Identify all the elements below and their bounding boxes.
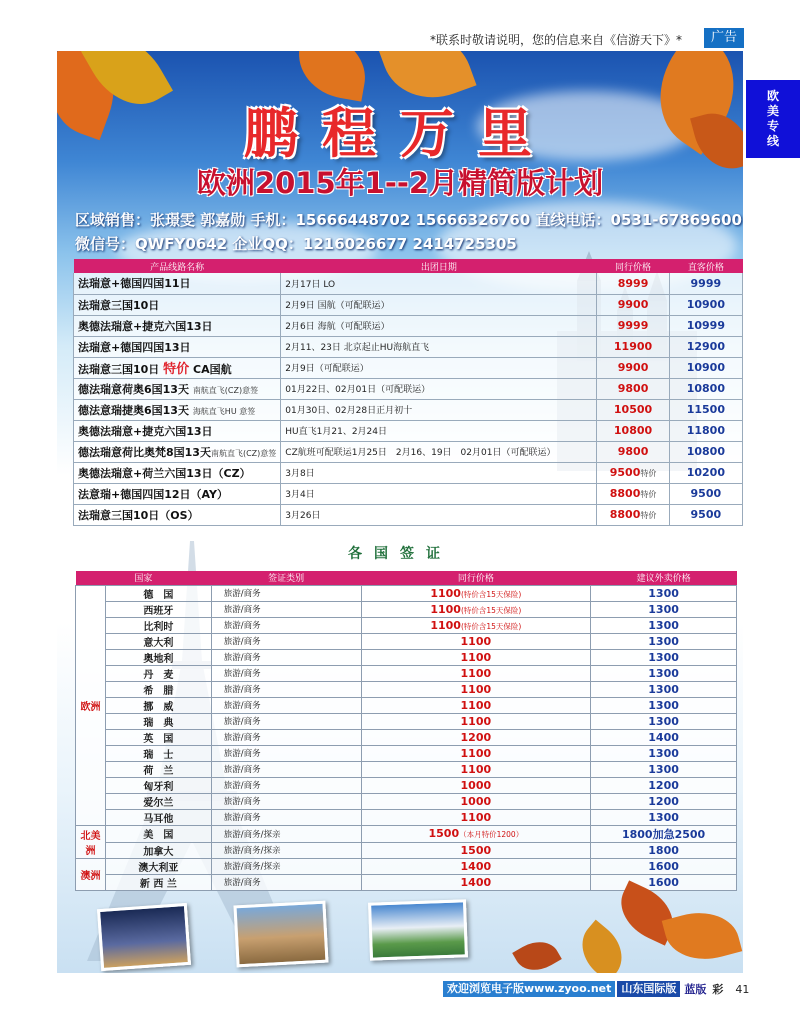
- peer-price-value: 1500: [428, 827, 460, 840]
- departure-date: HU直飞1月21、2月24日: [281, 420, 597, 441]
- visa-type: 旅游/商务: [211, 809, 361, 825]
- colosseum-photo: [233, 901, 328, 968]
- country-name: 希 腊: [105, 681, 211, 697]
- table-row[interactable]: [74, 441, 743, 462]
- visa-type: 旅游/商务/探亲: [211, 842, 361, 858]
- table-row[interactable]: [76, 665, 737, 681]
- side-tab-europe-america[interactable]: [746, 80, 800, 158]
- column-header: 签证类别: [211, 571, 361, 585]
- suggested-price: 1300: [591, 633, 737, 649]
- leaf-decoration: [662, 903, 743, 969]
- country-name: 爱尔兰: [105, 793, 211, 809]
- peer-price: 1100: [361, 697, 591, 713]
- table-row[interactable]: [74, 483, 743, 504]
- departure-date: 01月22日、02月01日（可配联运）: [281, 378, 597, 399]
- departure-date: 2月17日 LO: [281, 273, 597, 294]
- peer-price: 9900: [597, 294, 669, 315]
- suggested-price: 1300: [591, 809, 737, 825]
- column-header: 直客价格: [669, 259, 742, 273]
- column-header: 出团日期: [281, 259, 597, 273]
- table-header-row: [76, 571, 737, 585]
- departure-date: CZ航班可配联运1月25日 2月16、19日 02月01日（可配联运）: [281, 441, 597, 462]
- table-row[interactable]: [76, 858, 737, 874]
- direct-price: 11500: [669, 399, 742, 420]
- direct-price: 9500: [669, 504, 742, 525]
- country-name: 意大利: [105, 633, 211, 649]
- direct-price: 10900: [669, 294, 742, 315]
- suggested-price: 1300: [591, 585, 737, 601]
- suggested-price: 1200: [591, 777, 737, 793]
- visa-type: 旅游/商务: [211, 617, 361, 633]
- visa-price-table: [75, 571, 737, 891]
- table-row[interactable]: [74, 273, 743, 294]
- visa-type: 旅游/商务: [211, 601, 361, 617]
- table-row[interactable]: [74, 357, 743, 378]
- route-name: 奥德法瑞意+捷克六国13日: [74, 420, 281, 441]
- country-name: 丹 麦: [105, 665, 211, 681]
- table-row[interactable]: [76, 649, 737, 665]
- suggested-price: 1300: [591, 745, 737, 761]
- visa-type: 旅游/商务: [211, 761, 361, 777]
- column-header: 同行价格: [597, 259, 669, 273]
- route-name: [74, 399, 281, 420]
- peer-price-value: 9500: [609, 466, 641, 479]
- table-row[interactable]: [76, 585, 737, 601]
- peer-price: 9999: [597, 315, 669, 336]
- visa-type: 旅游/商务/探亲: [211, 825, 361, 842]
- peer-price-value: 1100: [430, 586, 461, 600]
- country-name: 瑞 士: [105, 745, 211, 761]
- direct-price: 11800: [669, 420, 742, 441]
- suggested-price: 1300: [591, 713, 737, 729]
- country-name: 美 国: [105, 825, 211, 842]
- departure-date: 3月8日: [281, 462, 597, 483]
- peer-price: 11900: [597, 336, 669, 357]
- direct-price: 9500: [669, 483, 742, 504]
- peer-price: 1100: [361, 809, 591, 825]
- peer-price-value: 8800: [609, 487, 641, 500]
- departure-date: 2月6日 海航（可配联运）: [281, 315, 597, 336]
- peer-price: 1100: [361, 649, 591, 665]
- route-name: 法瑞意+德国四国13日: [74, 336, 281, 357]
- price-note: （本月特价1200）: [459, 830, 524, 839]
- table-row[interactable]: [76, 777, 737, 793]
- peer-price: 1100: [361, 665, 591, 681]
- country-name: 比利时: [105, 617, 211, 633]
- country-name: 澳大利亚: [105, 858, 211, 874]
- region-label: 北美洲: [76, 825, 106, 858]
- visa-type: 旅游/商务: [211, 777, 361, 793]
- route-note: 南航直飞(CZ)意签: [192, 385, 259, 395]
- visa-type: 旅游/商务: [211, 713, 361, 729]
- source-note: *联系时敬请说明，您的信息来自《信游天下》*: [430, 33, 683, 47]
- peer-price: 1100: [361, 713, 591, 729]
- country-name: 新 西 兰: [105, 874, 211, 890]
- peer-price-value: 8800: [609, 508, 641, 521]
- country-name: 西班牙: [105, 601, 211, 617]
- route-name: 法瑞意三国10日: [74, 294, 281, 315]
- region-label: 澳洲: [76, 858, 106, 890]
- table-row[interactable]: [76, 681, 737, 697]
- suggested-price: 1300: [591, 761, 737, 777]
- leaf-decoration: [512, 933, 562, 973]
- table-row[interactable]: [74, 399, 743, 420]
- country-name: 马耳他: [105, 809, 211, 825]
- route-name: 奥德法瑞意+捷克六国13日: [74, 315, 281, 336]
- route-name: [74, 441, 281, 462]
- table-row[interactable]: [76, 729, 737, 745]
- country-name: 挪 威: [105, 697, 211, 713]
- brand-title: 鹏程万里: [244, 101, 556, 165]
- price-note: (特价含15天保险): [460, 589, 522, 599]
- route-name: [74, 357, 281, 378]
- visa-type: 旅游/商务: [211, 793, 361, 809]
- peer-price: [597, 483, 669, 504]
- peer-price: [361, 585, 591, 601]
- price-note: (特价含15天保险): [460, 605, 522, 615]
- route-price-table: [73, 259, 743, 526]
- page-number: 41: [735, 982, 750, 996]
- peer-price: 9800: [597, 441, 669, 462]
- route-name-text: 德法瑞意荷奥6国13天: [78, 382, 189, 396]
- suggested-price: 1600: [591, 858, 737, 874]
- leaf-decoration: [570, 920, 634, 973]
- table-row[interactable]: [74, 336, 743, 357]
- table-row[interactable]: [74, 315, 743, 336]
- table-header-row: [74, 259, 743, 273]
- visa-type: 旅游/商务: [211, 585, 361, 601]
- direct-price: 9999: [669, 273, 742, 294]
- peer-price: 10500: [597, 399, 669, 420]
- wechat-qq-contact: 微信号：QWFY0642 企业QQ：1216026677 2414725305: [75, 235, 517, 253]
- table-row[interactable]: [74, 294, 743, 315]
- country-name: 加拿大: [105, 842, 211, 858]
- side-tab-char: 美: [766, 104, 779, 118]
- suggested-price: 1300: [591, 649, 737, 665]
- peer-price-value: 1100: [430, 602, 461, 616]
- visa-type: 旅游/商务: [211, 665, 361, 681]
- column-header: 建议外卖价格: [591, 571, 737, 585]
- special-price-suffix: 特价: [640, 469, 657, 478]
- route-note: 海航直飞HU 意签: [192, 406, 256, 416]
- country-name: 德 国: [105, 585, 211, 601]
- route-note: 南航直飞(CZ)意签: [210, 448, 277, 458]
- departure-date: 2月11、23日 北京起止HU海航直飞: [281, 336, 597, 357]
- table-row[interactable]: [76, 617, 737, 633]
- peer-price: [361, 601, 591, 617]
- plan-subtitle: 欧洲2015年1--2月精简版计划: [196, 166, 604, 200]
- departure-date: 2月9日（可配联运）: [281, 357, 597, 378]
- peer-price: 1100: [361, 745, 591, 761]
- blue-edition-label: 蓝版: [684, 983, 707, 996]
- suggested-price: 1300: [591, 601, 737, 617]
- route-name-text: 德法瑞意荷比奥梵8国13天: [78, 445, 211, 459]
- peer-price: 1000: [361, 777, 591, 793]
- peer-price: 9800: [597, 378, 669, 399]
- airline-label: CA国航: [193, 363, 232, 376]
- departure-date: 3月26日: [281, 504, 597, 525]
- table-row[interactable]: [76, 697, 737, 713]
- visa-type: 旅游/商务: [211, 681, 361, 697]
- table-row[interactable]: [76, 809, 737, 825]
- table-row[interactable]: [76, 713, 737, 729]
- suggested-price: 1300: [591, 665, 737, 681]
- suggested-price: 1800加急2500: [591, 825, 737, 842]
- peer-price: [597, 504, 669, 525]
- peer-price: 9900: [597, 357, 669, 378]
- direct-price: 10200: [669, 462, 742, 483]
- color-label: 彩: [712, 983, 724, 996]
- special-price-suffix: 特价: [640, 511, 657, 520]
- departure-date: 01月30日、02月28日正月初十: [281, 399, 597, 420]
- table-row[interactable]: [76, 745, 737, 761]
- route-name: [74, 378, 281, 399]
- route-name-text: 德法意瑞捷奥6国13天: [78, 403, 189, 417]
- direct-price: 10800: [669, 378, 742, 399]
- table-row[interactable]: [76, 601, 737, 617]
- website-link[interactable]: 欢迎浏览电子版www.zyoo.net: [443, 981, 615, 997]
- table-row[interactable]: [74, 378, 743, 399]
- visa-type: 旅游/商务: [211, 633, 361, 649]
- peer-price: 1400: [361, 858, 591, 874]
- country-name: 奥地利: [105, 649, 211, 665]
- side-tab-char: 欧: [766, 89, 779, 103]
- table-row[interactable]: [76, 842, 737, 858]
- visa-section-title: 各国签证: [348, 546, 452, 562]
- suggested-price: 1300: [591, 681, 737, 697]
- special-offer-label: 特价: [163, 362, 190, 377]
- visa-type: 旅游/商务: [211, 745, 361, 761]
- peer-price: 1200: [361, 729, 591, 745]
- peer-price: 1100: [361, 633, 591, 649]
- departure-date: 2月9日 国航（可配联运）: [281, 294, 597, 315]
- peer-price: 1400: [361, 874, 591, 890]
- route-name: 法瑞意+德国四国11日: [74, 273, 281, 294]
- table-row[interactable]: [76, 633, 737, 649]
- louvre-photo: [97, 903, 191, 971]
- table-row[interactable]: [74, 504, 743, 525]
- suggested-price: 1400: [591, 729, 737, 745]
- alps-photo: [368, 899, 468, 960]
- visa-type: 旅游/商务: [211, 874, 361, 890]
- table-row[interactable]: [76, 761, 737, 777]
- peer-price: 1100: [361, 761, 591, 777]
- peer-price-value: 1100: [430, 618, 461, 632]
- peer-price: 8999: [597, 273, 669, 294]
- column-header: 国家: [76, 571, 212, 585]
- visa-type: 旅游/商务: [211, 697, 361, 713]
- route-name: 法瑞意三国10日（OS）: [74, 504, 281, 525]
- suggested-price: 1300: [591, 617, 737, 633]
- direct-price: 10800: [669, 441, 742, 462]
- route-name-text: 法瑞意三国10日: [78, 363, 160, 376]
- country-name: 荷 兰: [105, 761, 211, 777]
- sales-contact: 区域销售：张璟雯 郭嘉勋 手机：15666448702 15666326760 直线电话：0531-67869600: [75, 211, 742, 229]
- visa-type: 旅游/商务: [211, 729, 361, 745]
- country-name: 匈牙利: [105, 777, 211, 793]
- peer-price: 1100: [361, 681, 591, 697]
- country-name: 英 国: [105, 729, 211, 745]
- suggested-price: 1300: [591, 697, 737, 713]
- column-header: 同行价格: [361, 571, 591, 585]
- peer-price: 1500: [361, 842, 591, 858]
- peer-price: [597, 462, 669, 483]
- peer-price: 10800: [597, 420, 669, 441]
- travel-advertisement: [57, 51, 743, 973]
- route-name: 法意瑞+德国四国12日（AY）: [74, 483, 281, 504]
- country-name: 瑞 典: [105, 713, 211, 729]
- table-row[interactable]: [74, 420, 743, 441]
- direct-price: 10999: [669, 315, 742, 336]
- edition-label: 山东国际版: [617, 981, 680, 997]
- table-row[interactable]: [74, 462, 743, 483]
- ad-tag: 广告: [704, 28, 744, 48]
- route-name: 奥德法瑞意+荷兰六国13日（CZ）: [74, 462, 281, 483]
- price-note: (特价含15天保险): [460, 621, 522, 631]
- peer-price: [361, 617, 591, 633]
- table-row[interactable]: [76, 793, 737, 809]
- direct-price: 12900: [669, 336, 742, 357]
- table-row[interactable]: [76, 825, 737, 842]
- visa-type: 旅游/商务/探亲: [211, 858, 361, 874]
- departure-date: 3月4日: [281, 483, 597, 504]
- peer-price: 1000: [361, 793, 591, 809]
- suggested-price: 1600: [591, 874, 737, 890]
- visa-type: 旅游/商务: [211, 649, 361, 665]
- special-price-suffix: 特价: [640, 490, 657, 499]
- suggested-price: 1800: [591, 842, 737, 858]
- side-tab-char: 线: [766, 134, 779, 148]
- region-label: 欧洲: [76, 585, 106, 825]
- direct-price: 10900: [669, 357, 742, 378]
- peer-price: [361, 825, 591, 842]
- column-header: 产品线路名称: [74, 259, 281, 273]
- side-tab-char: 专: [766, 119, 779, 133]
- page-footer: [443, 981, 749, 997]
- suggested-price: 1200: [591, 793, 737, 809]
